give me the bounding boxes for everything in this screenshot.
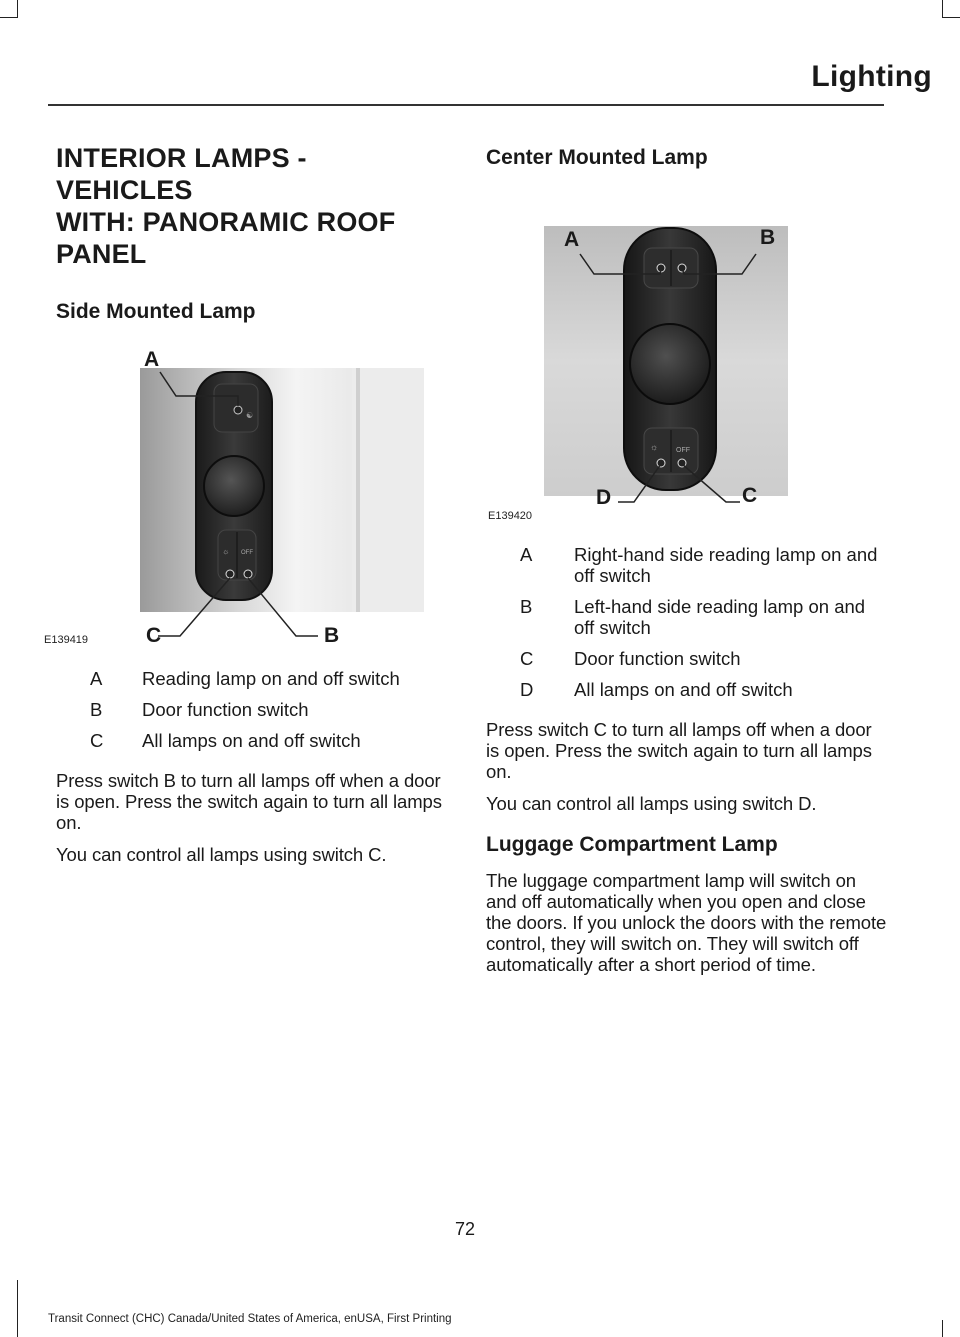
- legend-item: [486, 544, 886, 596]
- legend-item: [486, 648, 886, 679]
- legend-list: [486, 544, 886, 710]
- right-column: [486, 142, 886, 975]
- crop-mark: [17, 0, 18, 18]
- side-lamp-illustration: [56, 336, 442, 656]
- legend-item: [486, 679, 886, 710]
- svg-text:☯: ☯: [246, 411, 254, 420]
- section-title-line: PANEL: [56, 239, 147, 269]
- figure-code: E139419: [44, 634, 89, 646]
- crop-mark: [17, 1280, 18, 1337]
- paragraph: You can control all lamps using switch C.: [56, 844, 387, 865]
- callout-d: D: [596, 486, 612, 509]
- callout-a: A: [564, 228, 580, 251]
- callout-a: A: [144, 348, 160, 371]
- legend-item: [486, 596, 886, 648]
- subheading-luggage: Luggage Compartment Lamp: [486, 833, 778, 856]
- legend-desc: All lamps on and off switch: [574, 679, 793, 700]
- side-lamp-figure: [44, 336, 442, 656]
- legend-item: [56, 699, 442, 730]
- left-column: [44, 142, 442, 865]
- callout-c: C: [742, 484, 758, 507]
- svg-text:☼: ☼: [222, 547, 230, 556]
- legend-item: [56, 730, 442, 761]
- legend-list: [56, 668, 442, 761]
- header-rule: [48, 104, 884, 106]
- center-lamp-illustration: [486, 188, 886, 528]
- crop-mark: [942, 1320, 943, 1337]
- crop-mark: [942, 17, 960, 18]
- page-header-title: Lighting: [811, 60, 932, 93]
- legend-key: D: [520, 679, 534, 700]
- footer-text: Transit Connect (CHC) Canada/United States of America, enUSA, First Printing: [48, 1313, 452, 1325]
- svg-text:OFF: OFF: [676, 447, 690, 454]
- legend-desc: Door function switch: [142, 699, 309, 720]
- crop-mark: [0, 17, 18, 18]
- legend-item: [56, 668, 442, 699]
- paragraph: You can control all lamps using switch D.: [486, 793, 817, 814]
- svg-text:☼: ☼: [650, 442, 659, 452]
- callout-c: C: [146, 624, 162, 647]
- legend-key: C: [520, 648, 534, 669]
- section-title-line: INTERIOR LAMPS - VEHICLES: [56, 143, 307, 205]
- page-number: 72: [454, 1219, 476, 1239]
- legend-desc: Right-hand side reading lamp on and off switch: [574, 544, 878, 586]
- legend-key: A: [520, 544, 533, 565]
- legend-desc: All lamps on and off switch: [142, 730, 361, 751]
- paragraph: The luggage compartment lamp will switch on and off automatically when you open and close the doors. If you unlock the doors with the remote control, they will switch on. They will switch off automatically after a short period of time.: [486, 870, 887, 975]
- subheading-side-mounted: Side Mounted Lamp: [56, 300, 256, 323]
- legend-key: B: [520, 596, 533, 617]
- paragraph: Press switch B to turn all lamps off when a door is open. Press the switch again to turn all lamps on.: [56, 770, 442, 833]
- legend-desc: Left-hand side reading lamp on and off switch: [574, 596, 866, 638]
- legend-key: B: [90, 699, 103, 720]
- subheading-center-mounted: Center Mounted Lamp: [486, 146, 708, 169]
- section-title-line: WITH: PANORAMIC ROOF: [56, 207, 396, 237]
- legend-key: C: [90, 730, 104, 751]
- callout-b: B: [324, 624, 340, 647]
- figure-code: E139420: [488, 510, 533, 522]
- legend-desc: Door function switch: [574, 648, 741, 669]
- callout-b: B: [760, 226, 776, 249]
- center-lamp-figure: [486, 188, 886, 528]
- svg-text:OFF: OFF: [241, 550, 253, 556]
- legend-key: A: [90, 668, 103, 689]
- legend-desc: Reading lamp on and off switch: [142, 668, 400, 689]
- paragraph: Press switch C to turn all lamps off when a door is open. Press the switch again to turn all lamps on.: [486, 719, 872, 782]
- crop-mark: [942, 0, 943, 18]
- section-title: [56, 142, 442, 270]
